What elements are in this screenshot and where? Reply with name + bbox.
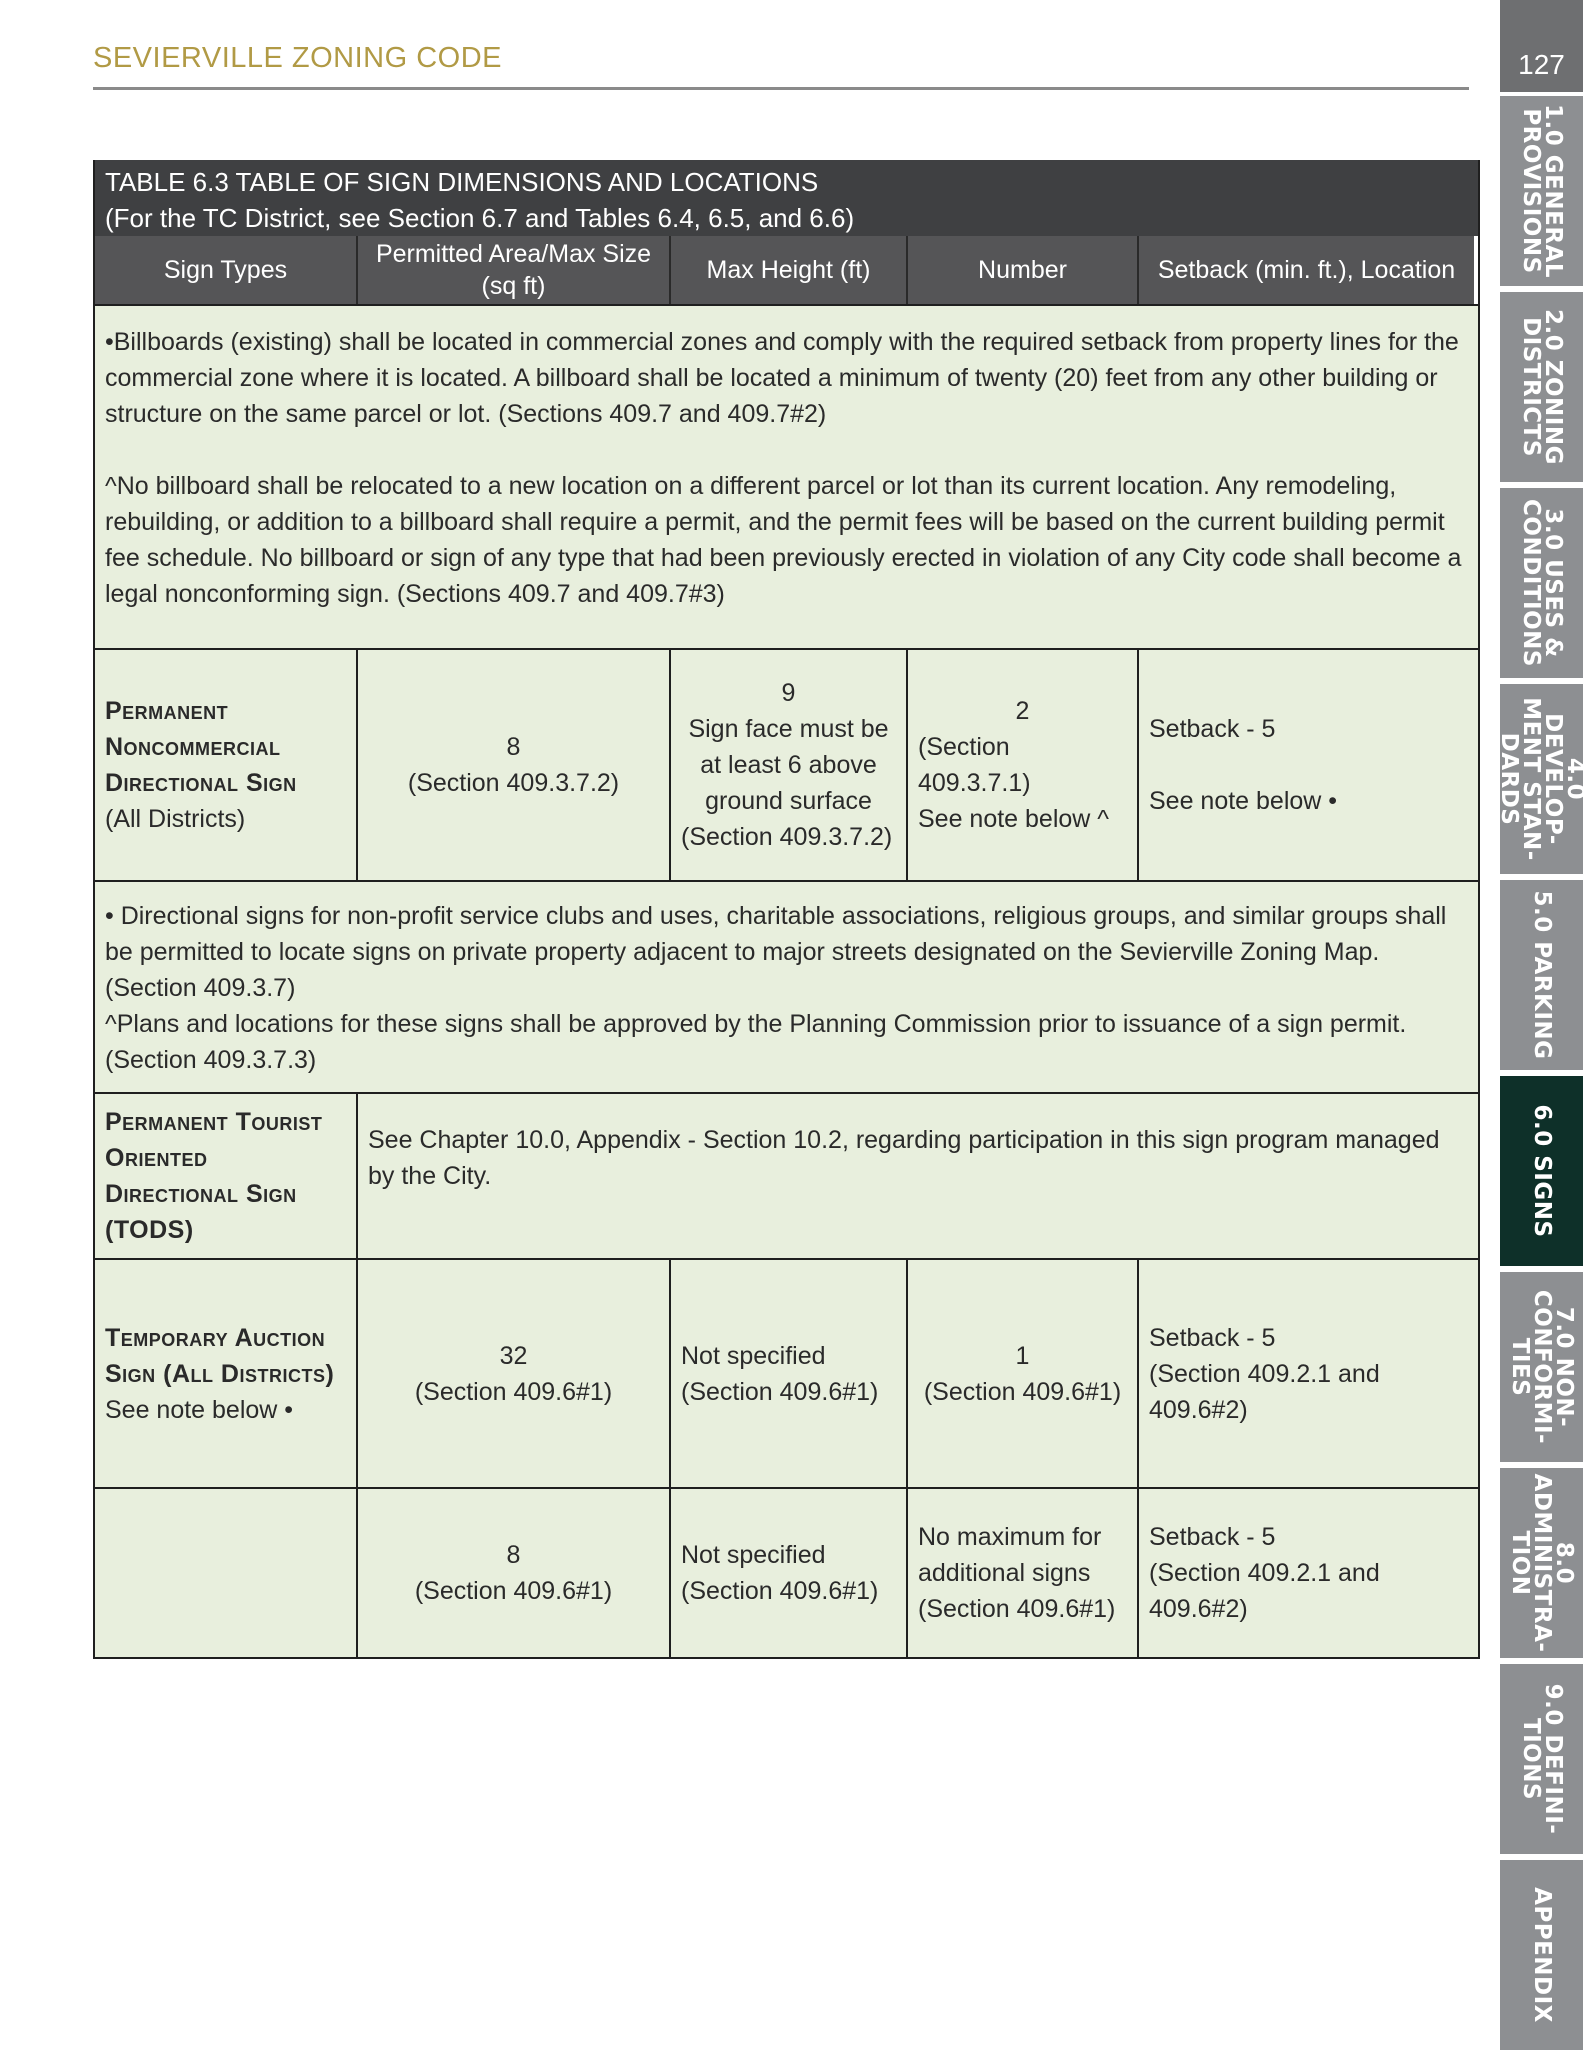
area-value: 8 [506, 733, 521, 761]
tab-zoning-districts[interactable]: 2.0 ZONING DISTRICTS [1500, 292, 1583, 482]
area-ref: (Section 409.6#1) [414, 1577, 613, 1605]
table-subtitle: (For the TC District, see Section 6.7 and Tables 6.4, 6.5, and 6.6) [105, 203, 855, 233]
billboard-note-1: •Billboards (existing) shall be located in commercial zones and comply with the required setback from property lines for the commercial zone where it is located. A billboard shall be located a minimum of twenty (20) feet from any other building or structure on the same parcel or lot. (Sections 409.7 and 409.7#2) [105, 328, 1459, 428]
tab-signs[interactable]: 6.0 SIGNS [1500, 1076, 1583, 1266]
sign-type-title: Temporary Auction Sign (All Districts) [105, 1323, 335, 1388]
area-ref: (Section 409.6#1) [414, 1377, 613, 1406]
table-row-auction-additional [95, 1487, 1478, 1659]
area-value: 32 [499, 1341, 528, 1370]
billboard-note-2: ^No billboard shall be relocated to a new location on a different parcel or lot than its current location. Any remodeling, rebuilding, or addition to a billboard shall require a permit, and the permit fees will be based on the current building permit fee schedule. No billboard or sign of any type that had been previously erected in violation of any City code shall become a legal nonconforming sign. (Sections 409.7 and 409.7#3) [105, 472, 1462, 608]
height-value: Not specified [681, 1541, 826, 1569]
tab-appendix[interactable]: APPENDIX [1500, 1860, 1583, 2050]
col-header-sign-types: Sign Types [95, 236, 358, 304]
sign-type-sub: (All Districts) [105, 805, 246, 833]
table-row-tods [95, 1092, 1478, 1258]
tab-uses-conditions[interactable]: 3.0 USES & CONDITIONS [1500, 488, 1583, 678]
number-value: No maximum for additional signs [918, 1523, 1102, 1587]
height-ref: (Section 409.3.7.2) [681, 823, 893, 851]
directional-note-row [95, 880, 1478, 1092]
table-header-row [95, 236, 1478, 304]
tab-administration[interactable]: 8.0 ADMINISTRA-TION [1500, 1468, 1583, 1658]
sign-type-note: See note below • [105, 1395, 294, 1424]
tab-nonconformities[interactable]: 7.0 NON-CONFORMI-TIES [1500, 1272, 1583, 1462]
number-ref: (Section 409.6#1) [923, 1377, 1122, 1406]
setback-note: See note below • [1149, 787, 1338, 815]
number-ref: (Section 409.6#1) [918, 1595, 1116, 1623]
col-header-area: Permitted Area/Max Size (sq ft) [358, 236, 671, 304]
height-ref: (Section 409.6#1) [681, 1577, 879, 1605]
setback-value: Setback - 5 [1149, 1523, 1276, 1551]
chapter-tabs [1495, 0, 1588, 2048]
table-row-auction [95, 1258, 1478, 1487]
tab-general-provisions[interactable]: 1.0 GENERAL PROVISIONS [1500, 96, 1583, 286]
number-note: See note below ^ [918, 805, 1110, 833]
col-header-setback: Setback (min. ft.), Location [1139, 236, 1474, 304]
setback-ref: (Section 409.2.1 and 409.6#2) [1149, 1359, 1380, 1424]
area-ref: (Section 409.3.7.2) [407, 769, 620, 797]
number-value: 2 [1015, 697, 1030, 725]
height-text: Sign face must be at least 6 above ground surface [688, 715, 889, 815]
sign-type-title: Permanent Noncommercial Directional Sign [105, 697, 297, 797]
tab-definitions[interactable]: 9.0 DEFINI-TIONS [1500, 1664, 1583, 1854]
height-value: 9 [781, 679, 796, 707]
setback-ref: (Section 409.2.1 and 409.6#2) [1149, 1559, 1380, 1623]
tods-text: See Chapter 10.0, Appendix - Section 10.2, regarding participation in this sign program managed by the City. [368, 1126, 1440, 1190]
tab-development-standards[interactable]: 4.0 DEVELOP-MENT STAN-DARDS [1500, 684, 1583, 874]
setback-value: Setback - 5 [1149, 715, 1276, 743]
tab-parking[interactable]: 5.0 PARKING [1500, 880, 1583, 1070]
sign-dimensions-table [93, 160, 1480, 1659]
directional-note-2: ^Plans and locations for these signs shall be approved by the Planning Commission prior to issuance of a sign permit. (Section 409.3.7.3) [105, 1010, 1407, 1074]
directional-note-1: • Directional signs for non-profit service clubs and uses, charitable associations, religious groups, and similar groups shall be permitted to locate signs on private property adjacent to major streets designated on the Sevierville Zoning Map. (Section 409.3.7) [105, 902, 1447, 1002]
setback-value: Setback - 5 [1149, 1323, 1276, 1352]
document-header-title: SEVIERVILLE ZONING CODE [93, 42, 503, 74]
page-number: 127 [1500, 0, 1583, 92]
sign-type-title: Permanent Tourist Oriented Directional Sign (TODS) [105, 1108, 323, 1244]
area-value: 8 [506, 1541, 521, 1569]
billboard-note-row [95, 304, 1478, 648]
number-ref: (Section 409.3.7.1) [918, 733, 1031, 797]
col-header-height: Max Height (ft) [671, 236, 908, 304]
height-ref: (Section 409.6#1) [681, 1377, 879, 1406]
table-caption [95, 160, 1478, 236]
number-value: 1 [1015, 1341, 1030, 1370]
table-row-directional [95, 648, 1478, 880]
table-title: TABLE 6.3 TABLE OF SIGN DIMENSIONS AND LOCATIONS [105, 167, 819, 197]
height-value: Not specified [681, 1341, 826, 1370]
col-header-number: Number [908, 236, 1139, 304]
header-divider [93, 87, 1469, 90]
